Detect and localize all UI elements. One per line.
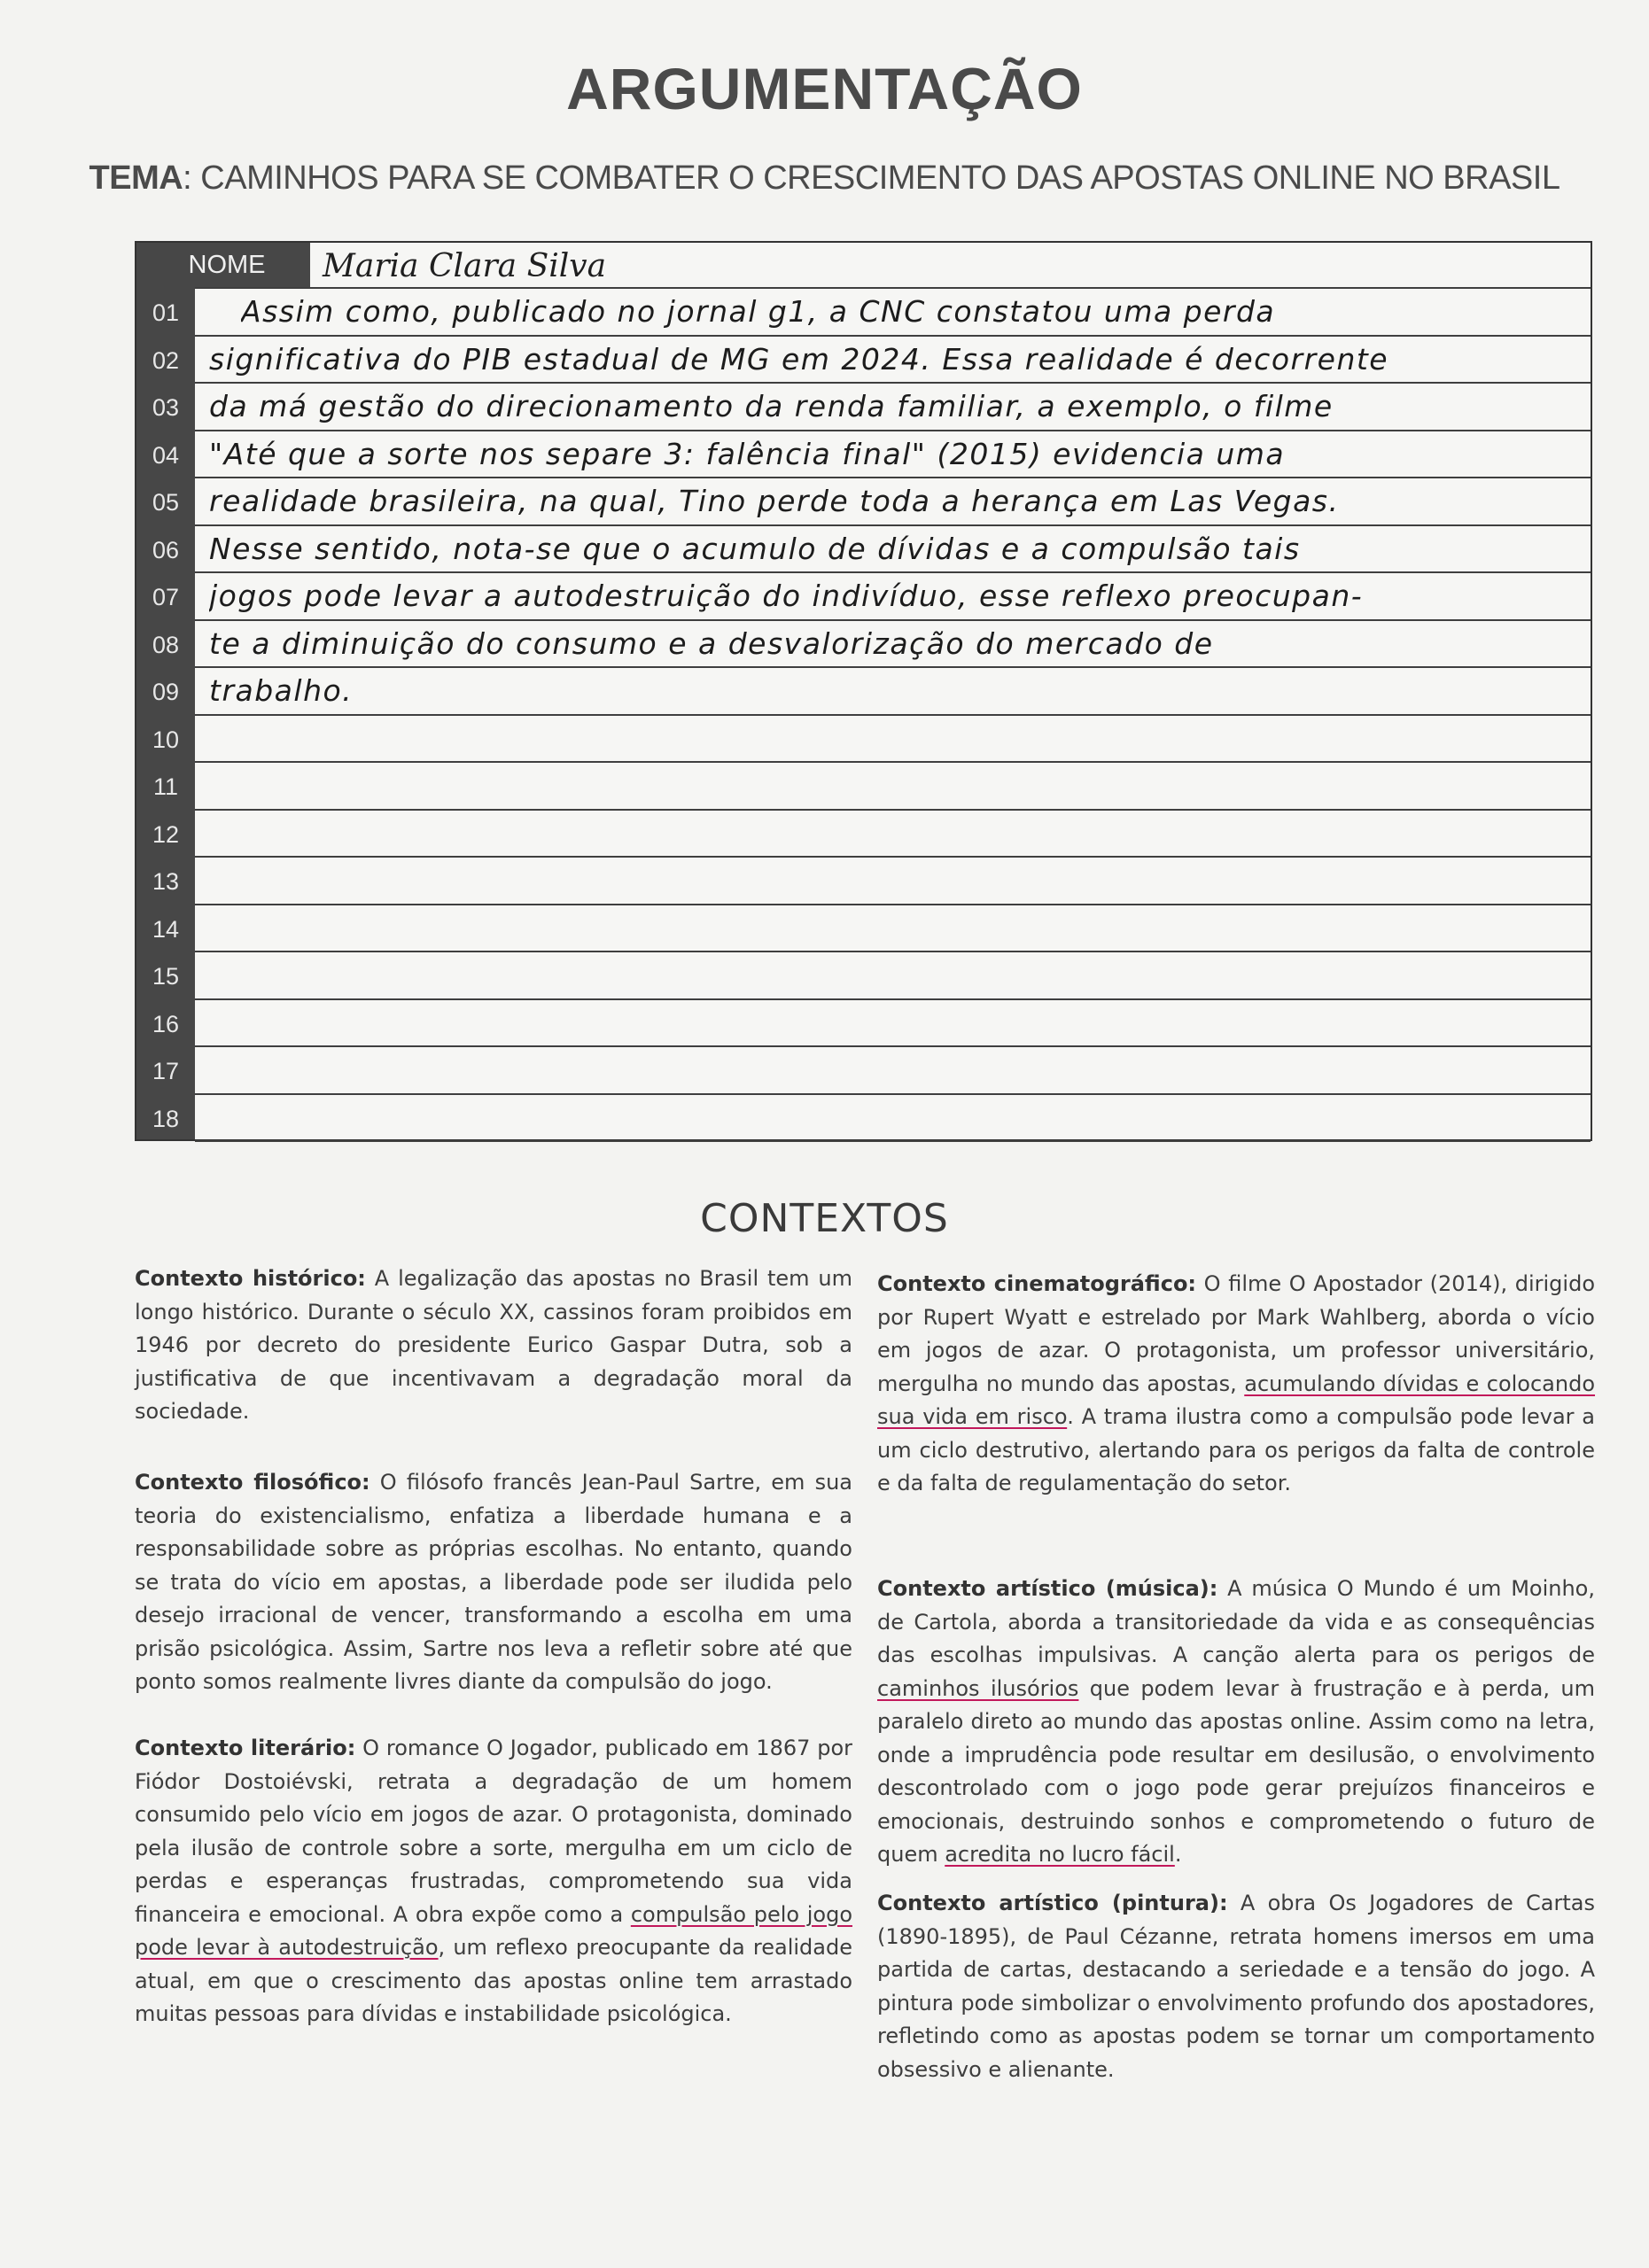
- context-text: O filme O Apostador (2014), dirigido por Rupert Wyatt e estrelado por Mark Wahlberg, aborda o vício em jogos de azar. O protagonista, um professor universitário, mergulha no mundo das apostas,: [877, 1271, 1596, 1396]
- line-number: 11: [152, 773, 179, 800]
- line-number: 12: [152, 820, 180, 848]
- underlined-text: caminhos ilusórios: [877, 1675, 1079, 1701]
- essay-line: "Até que a sorte nos separe 3: falência final" (2015) evidencia uma: [209, 436, 1286, 471]
- context-pintura: [877, 1887, 1595, 2086]
- essay-line: trabalho.: [209, 673, 354, 708]
- ruled-line: [195, 524, 1591, 526]
- ruled-line: [195, 809, 1591, 811]
- line-number: 10: [152, 726, 180, 753]
- ruled-line: [195, 287, 1591, 289]
- ruled-line: [195, 1045, 1591, 1047]
- context-historico: [135, 1262, 852, 1429]
- ruled-line: [195, 1140, 1591, 1142]
- ruled-line: [195, 666, 1591, 668]
- context-heading: Contexto artístico (pintura):: [877, 1891, 1228, 1915]
- line-number: 07: [152, 584, 180, 610]
- context-text: O romance O Jogador, publicado em 1867 por Fiódor Dostoiévski, retrata a degradação de um homem consumido pelo vício em jogos de azar. O protagonista, dominado pela ilusão de controle sobre a sorte, mergulha em um ciclo de perdas e esperanças frustradas, comprometendo sua vida financeira e emocional. A obra expõe como a: [135, 1736, 852, 1927]
- essay-line: jogos pode levar a autodestruição do indivíduo, esse reflexo preocupan-: [209, 579, 1364, 613]
- ruled-line: [195, 904, 1591, 905]
- essay-line: te a diminuição do consumo e a desvalorização do mercado de: [209, 625, 1214, 661]
- writing-sheet: [135, 241, 1592, 1141]
- context-text: A música O Mundo é um Moinho, de Cartola, aborda a transitoriedade da vida e as consequências das escolhas impulsivas. A canção alerta para os perigos de: [877, 1576, 1595, 1667]
- line-number: 04: [152, 441, 180, 469]
- page-title: ARGUMENTAÇÃO: [566, 56, 1083, 121]
- context-text: O filósofo francês Jean-Paul Sartre, em sua teoria do existencialismo, enfatiza a liberdade humana e a responsabilidade sobre as próprias escolhas. No entanto, quando se trata do vício em apostas, a liberdade pode ser iludida pelo desejo irracional de vencer, transformando a escolha em uma prisão psicológica. Assim, Sartre nos leva a refletir sobre até que ponto somos realmente livres diante da compulsão do jogo.: [135, 1470, 852, 1694]
- line-number: 13: [152, 868, 180, 895]
- contextos-title: CONTEXTOS: [700, 1196, 949, 1241]
- name-label: NOME: [136, 243, 310, 287]
- ruled-line: [195, 856, 1591, 858]
- context-heading: Contexto filosófico:: [135, 1470, 370, 1495]
- ruled-line: [195, 619, 1591, 621]
- line-number: 15: [152, 963, 180, 990]
- ruled-line: [195, 571, 1591, 573]
- line-number: 17: [152, 1058, 180, 1084]
- ruled-line: [195, 714, 1591, 716]
- context-text: . A trama ilustra como a compulsão pode levar a um ciclo destrutivo, alertando para os perigos da falta de controle e da falta de regulamentação do setor.: [877, 1404, 1596, 1495]
- line-number: 18: [152, 1105, 180, 1132]
- name-field[interactable]: Maria Clara Silva: [323, 248, 607, 284]
- ruled-line: [195, 998, 1591, 1000]
- essay-line: Nesse sentido, nota-se que o acumulo de dívidas e a compulsão tais: [209, 531, 1301, 566]
- line-number: 06: [152, 536, 180, 563]
- line-number: 16: [152, 1010, 180, 1037]
- ruled-line: [195, 430, 1591, 431]
- line-number: 14: [152, 915, 180, 943]
- context-text: .: [1174, 1842, 1182, 1867]
- context-cinematografico: [877, 1268, 1595, 1501]
- theme-text: : CAMINHOS PARA SE COMBATER O CRESCIMENTO DAS APOSTAS ONLINE NO BRASIL: [183, 159, 1560, 197]
- context-heading: Contexto histórico:: [135, 1266, 366, 1291]
- line-number: 01: [152, 299, 180, 326]
- essay-line: Assim como, publicado no jornal g1, a CNC constatou uma perda: [241, 294, 1276, 329]
- ruled-line: [195, 335, 1591, 337]
- underlined-text: acumulando dívidas e colocando sua vida em risco: [877, 1371, 1596, 1429]
- context-musica: [877, 1573, 1595, 1872]
- context-literario: [135, 1732, 852, 2031]
- underlined-text: acredita no lucro fácil: [945, 1842, 1175, 1867]
- context-heading: Contexto literário:: [135, 1736, 356, 1760]
- essay-line: significativa do PIB estadual de MG em 2024. Essa realidade é decorrente: [209, 341, 1389, 377]
- context-text: A obra Os Jogadores de Cartas (1890-1895), de Paul Cézanne, retrata homens imersos em uma partida de cartas, destacando a seriedade e a tensão do jogo. A pintura pode simbolizar o envolvimento profundo dos apostadores, refletindo como as apostas podem se tornar um comportamento obsessivo e alienante.: [877, 1891, 1596, 2082]
- line-number: 08: [152, 631, 180, 658]
- underlined-text: compulsão pelo jogo pode levar à autodestruição: [135, 1901, 853, 1960]
- theme-line: [0, 159, 1649, 198]
- ruled-line: [195, 1093, 1591, 1095]
- ruled-line: [195, 761, 1591, 763]
- line-number: 02: [152, 346, 180, 374]
- context-text: A legalização das apostas no Brasil tem um longo histórico. Durante o século XX, cassinos foram proibidos em 1946 por decreto do presidente Eurico Gaspar Dutra, sob a justificativa de que incentivavam a degradação moral da sociedade.: [135, 1266, 853, 1424]
- context-filosofico: [135, 1466, 852, 1699]
- essay-line: realidade brasileira, na qual, Tino perde toda a herança em Las Vegas.: [209, 484, 1340, 518]
- essay-line: da má gestão do direcionamento da renda familiar, a exemplo, o filme: [209, 389, 1334, 423]
- theme-label: TEMA: [89, 159, 183, 197]
- line-number: 05: [152, 489, 180, 516]
- context-heading: Contexto artístico (música):: [877, 1576, 1218, 1601]
- ruled-line: [195, 951, 1591, 952]
- ruled-line: [195, 477, 1591, 478]
- line-number: 09: [152, 679, 180, 705]
- context-text: que podem levar à frustração e à perda, um paralelo direto ao mundo das apostas online. Assim como na letra, onde a imprudência pode resultar em desilusão, o envolvimento descontrolado com o jogo pode gerar prejuízos financeiros e emocionais, destruindo sonhos e comprometendo o futuro de quem: [877, 1675, 1595, 1867]
- ruled-line: [195, 382, 1591, 384]
- context-text: , um reflexo preocupante da realidade atual, em que o crescimento das apostas online tem arrastado muitas pessoas para dívidas e instabilidade psicológica.: [135, 1935, 853, 2026]
- line-number: 03: [152, 394, 180, 421]
- context-heading: Contexto cinematográfico:: [877, 1271, 1197, 1296]
